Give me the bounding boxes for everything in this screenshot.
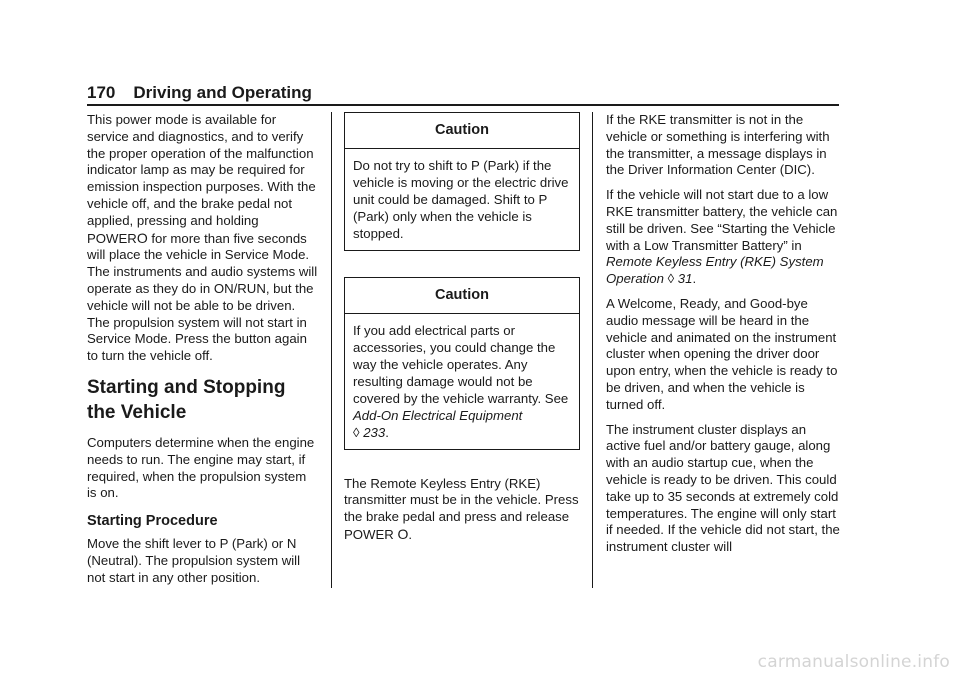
- paragraph-text: .: [408, 526, 413, 542]
- cross-reference-link[interactable]: Remote Keyless Entry (RKE) System Operation: [606, 254, 824, 287]
- column-divider: [331, 112, 332, 588]
- caution-text: If you add electrical parts or accessories, you could change the way the vehicle operates. Any resulting damage would not be covered by the vehicle warranty. See: [353, 322, 569, 406]
- column-divider: [592, 112, 593, 588]
- paragraph-text: .: [692, 271, 697, 287]
- paragraph: [344, 476, 580, 544]
- page-reference[interactable]: 233: [363, 424, 386, 440]
- paragraph: [87, 112, 319, 365]
- section-heading: Starting and Stopping the Vehicle: [87, 376, 286, 423]
- paragraph: [606, 187, 842, 288]
- page-ref-icon: ◊: [667, 271, 675, 287]
- page-number: 170: [87, 83, 116, 102]
- column-3: [606, 112, 842, 564]
- page-ref-icon: ◊: [353, 424, 360, 440]
- paragraph-text: If the vehicle will not start due to a low RKE transmitter battery, the vehicle can still be driven. See “Starting the Vehicle with a Low Transmitter Battery” in: [606, 187, 838, 253]
- section-title: Driving and Operating: [133, 83, 312, 102]
- page-header: [87, 83, 839, 103]
- paragraph: If the RKE transmitter is not in the vehicle or something is interfering with the transmitter, a message displays in the Driver Information Center (DIC).: [606, 112, 830, 178]
- paragraph: A Welcome, Ready, and Good-bye audio message will be heard in the vehicle and animated on the instrument cluster when opening the driver door upon entry, when the vehicle is ready to be driven, and when the vehicle is turned off.: [606, 295, 838, 412]
- subsection-heading: Starting Procedure: [87, 513, 218, 530]
- caution-body: [345, 314, 579, 449]
- header-text: [87, 83, 839, 103]
- paragraph: The instrument cluster displays an active fuel and/or battery gauge, along with an audio startup cue, when the vehicle is ready to be driven. This could take up to 35 seconds at extremely cold temperatures. The engine will only start if needed. If the vehicle did not start, the instrument cluster will: [606, 421, 840, 555]
- paragraph: Computers determine when the engine needs to run. The engine may start, if required, when the propulsion system is on.: [87, 434, 315, 501]
- caution-box: [344, 112, 580, 251]
- caution-title: Caution: [345, 113, 579, 149]
- column-2: [344, 112, 580, 552]
- cross-reference-link[interactable]: Add-On Electrical Equipment: [353, 407, 523, 423]
- caution-body: Do not try to shift to P (Park) if the vehicle is moving or the electric drive unit could be damaged. Shift to P (Park) only when the vehicle is stopped.: [353, 157, 569, 241]
- caution-title: Caution: [345, 278, 579, 314]
- paragraph: Move the shift lever to P (Park) or N (Neutral). The propulsion system will not start in any other position.: [87, 536, 301, 585]
- paragraph-text: for more than five seconds will place the vehicle in Service Mode. The instruments and audio systems will operate as they do in ON/RUN, but the vehicle will not be able to be driven. The propulsion system will not start in Service Mode. Press the button again to turn the vehicle off.: [87, 230, 318, 364]
- paragraph-text: This power mode is available for service and diagnostics, and to verify the proper operation of the malfunction indicator lamp as may be required for emission inspection purposes. With the vehicle off, and the brake pedal not applied, pressing and holding POWER: [87, 112, 316, 246]
- page-reference[interactable]: 31: [677, 271, 693, 287]
- power-button-icon: O: [136, 229, 148, 246]
- paragraph-text: The Remote Keyless Entry (RKE) transmitter must be in the vehicle. Press the brake pedal and press and release POWER: [344, 475, 579, 542]
- power-button-icon: O: [397, 525, 409, 542]
- column-1: [87, 112, 319, 595]
- watermark: carmanualsonline.info: [757, 652, 950, 672]
- caution-text: .: [385, 424, 389, 440]
- caution-box: [344, 277, 580, 450]
- header-rule: [87, 104, 839, 106]
